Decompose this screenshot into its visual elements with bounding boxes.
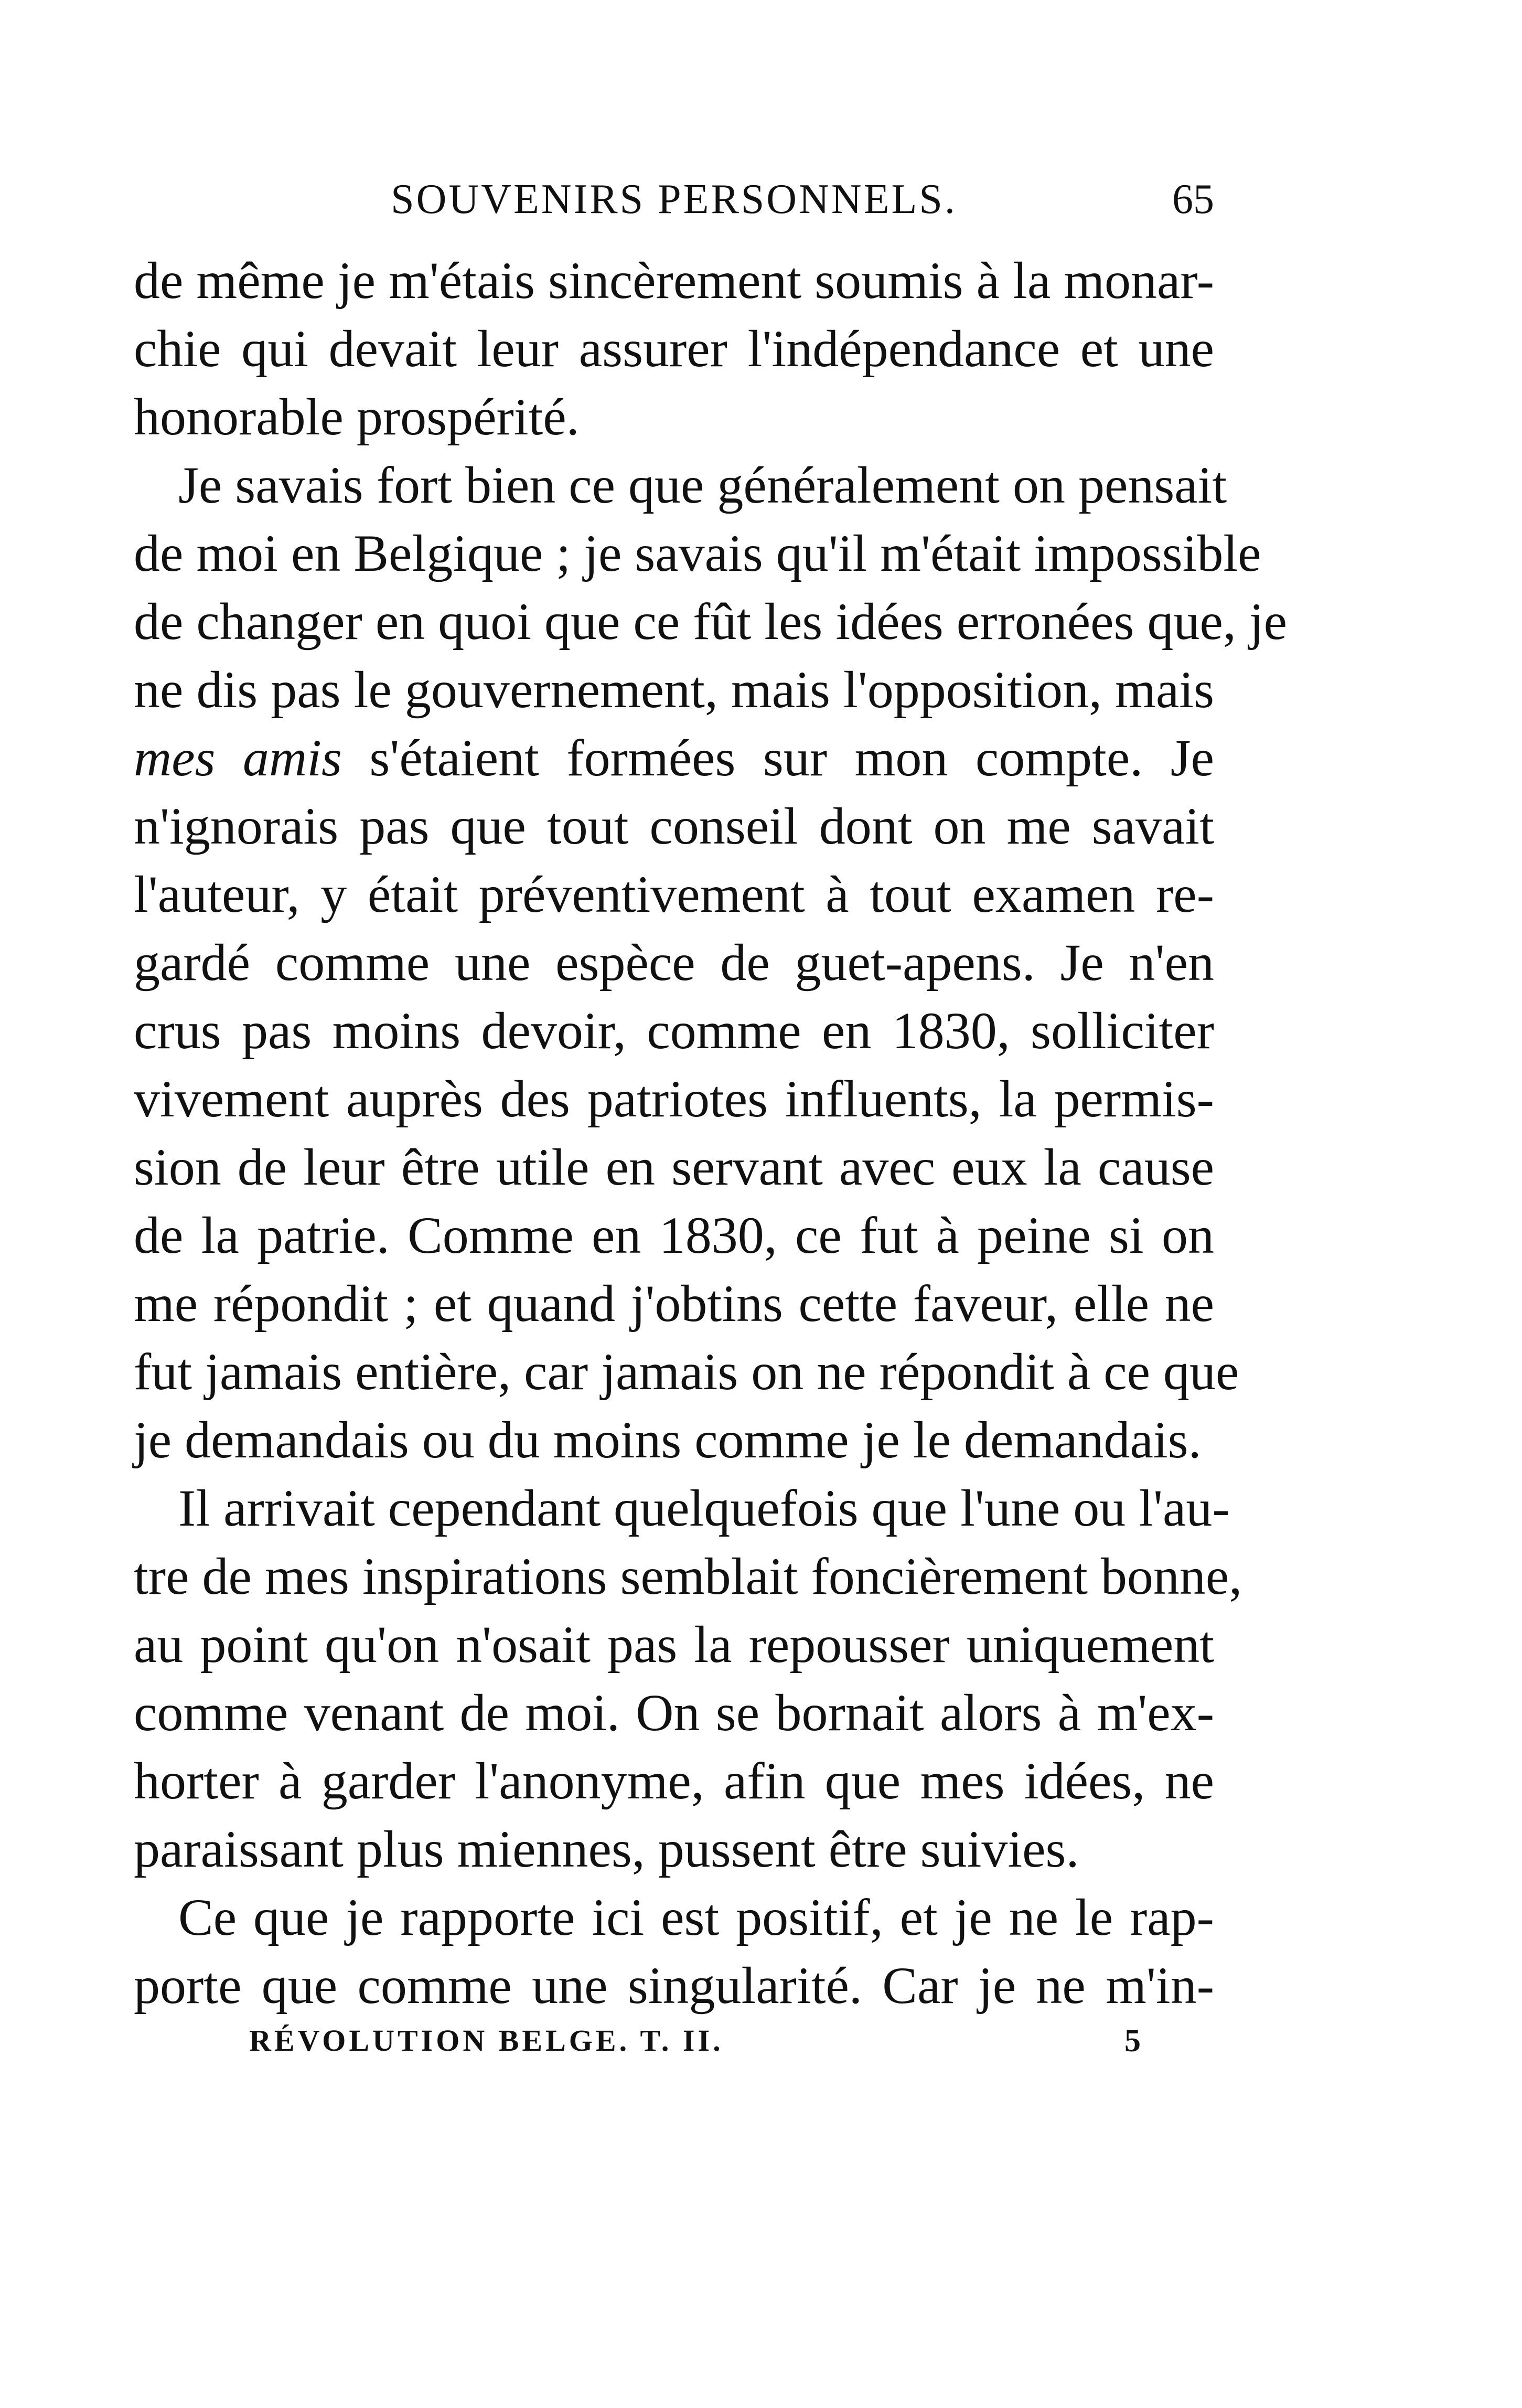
text-line: de moi en Belgique ; je savais qu'il m'était impossible: [134, 524, 1261, 582]
text-line: au point qu'on n'osait pas la repousser uniquement: [134, 1615, 1214, 1674]
sheet-number: 5: [1124, 2023, 1141, 2059]
running-head: [134, 171, 1214, 228]
page-number: 65: [1172, 176, 1214, 222]
italic-phrase: mes amis: [134, 729, 342, 787]
printer-signature: RÉVOLUTION BELGE. T. II.: [249, 2023, 724, 2058]
text-line: ne dis pas le gouvernement, mais l'opposition, mais: [134, 660, 1214, 719]
paragraph-start-line: Je savais fort bien ce que généralement on pensait: [178, 456, 1227, 514]
text-line: paraissant plus miennes, pussent être suivies.: [134, 1820, 1079, 1878]
text-line-rest: s'étaient formées sur mon compte. Je: [369, 729, 1214, 787]
body-text: [134, 247, 1288, 2020]
text-line: tre de mes inspirations semblait foncièrement bonne,: [134, 1547, 1242, 1605]
text-line: sion de leur être utile en servant avec eux la cause: [134, 1138, 1214, 1196]
text-line: honorable prospérité.: [134, 388, 580, 446]
text-line: crus pas moins devoir, comme en 1830, solliciter: [134, 1001, 1214, 1060]
text-line: n'ignorais pas que tout conseil dont on me savait: [134, 797, 1214, 855]
text-line: gardé comme une espèce de guet-apens. Je n'en: [134, 933, 1214, 992]
text-line: horter à garder l'anonyme, afin que mes idées, ne: [134, 1752, 1214, 1810]
text-line-with-italic: [134, 724, 1214, 792]
text-line: porte que comme une singularité. Car je ne m'in-: [134, 1956, 1214, 2015]
text-line: comme venant de moi. On se bornait alors à m'ex-: [134, 1684, 1214, 1742]
text-line: l'auteur, y était préventivement à tout examen re-: [134, 865, 1214, 923]
paragraph-start-line: Ce que je rapporte ici est positif, et je ne le rap-: [178, 1888, 1214, 1946]
text-line: me répondit ; et quand j'obtins cette faveur, elle ne: [134, 1274, 1214, 1333]
text-line: chie qui devait leur assurer l'indépendance et une: [134, 319, 1214, 378]
text-line: je demandais ou du moins comme je le demandais.: [134, 1411, 1202, 1469]
text-line: vivement auprès des patriotes influents, la permis-: [134, 1070, 1214, 1128]
footer-signature-row: [249, 2015, 1141, 2067]
text-line: de la patrie. Comme en 1830, ce fut à peine si on: [134, 1206, 1214, 1264]
text-line: de changer en quoi que ce fût les idées erronées que, je: [134, 592, 1288, 651]
text-line: de même je m'étais sincèrement soumis à la monar-: [134, 251, 1214, 310]
text-line: fut jamais entière, car jamais on ne répondit à ce que: [134, 1342, 1239, 1401]
running-title: SOUVENIRS PERSONNELS.: [391, 176, 957, 222]
paragraph-start-line: Il arrivait cependant quelquefois que l'une ou l'au-: [178, 1479, 1230, 1537]
